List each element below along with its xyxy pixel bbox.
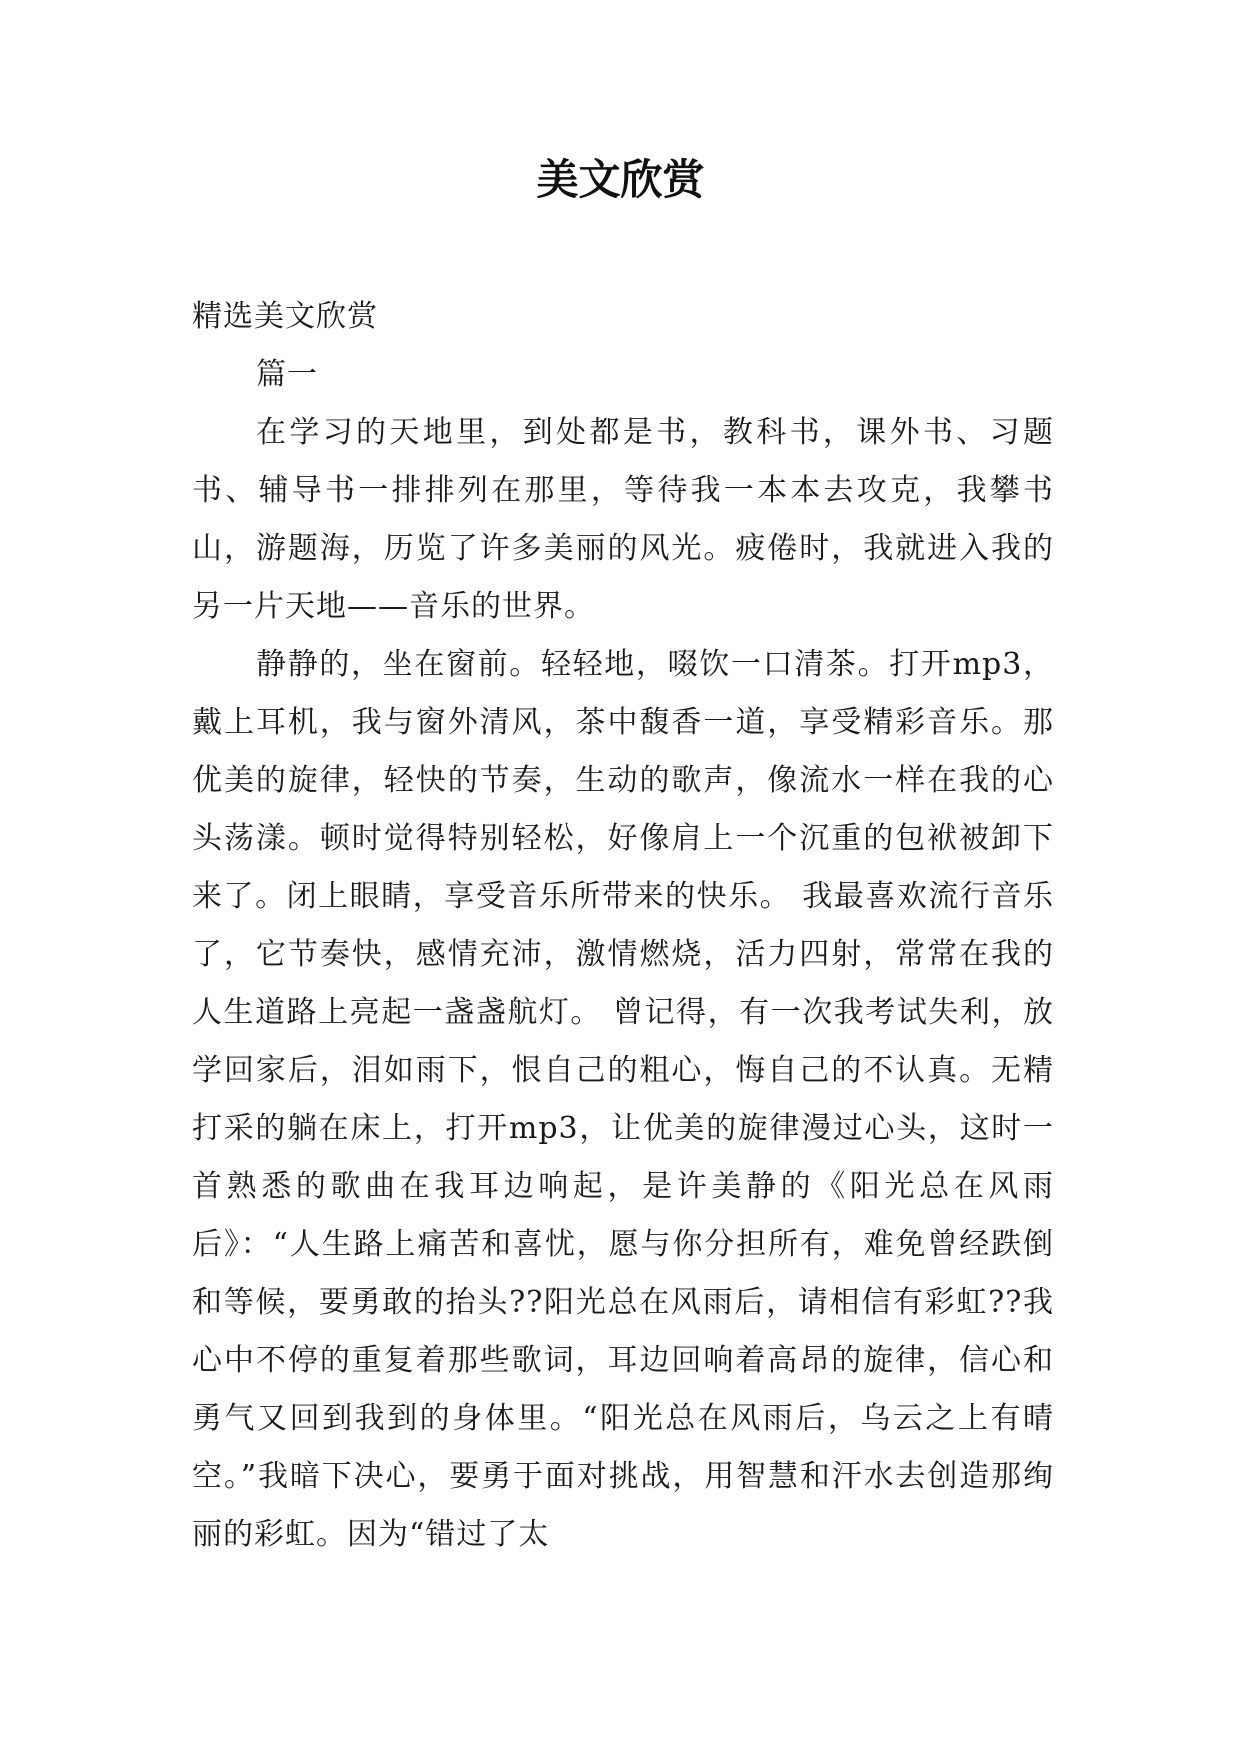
document-subtitle: 精选美文欣赏 (192, 299, 378, 334)
document-body (192, 288, 1054, 1564)
section-label: 篇一 (256, 357, 318, 392)
paragraph: 在学习的天地里，到处都是书，教科书，课外书、习题书、辅导书一排排列在那里，等待我一本本去攻克，我攀书山，游题海，历览了许多美丽的风光。疲倦时，我就进入我的另一片天地——音乐的世界。 (192, 415, 1054, 624)
document-title: 美文欣赏 (536, 155, 705, 204)
paragraph: 静静的，坐在窗前。轻轻地，啜饮一口清茶。打开mp3，戴上耳机，我与窗外清风，茶中馥香一道，享受精彩音乐。那优美的旋律，轻快的节奏，生动的歌声，像流水一样在我的心头荡漾。顿时觉得特别轻松，好像肩上一个沉重的包袱被卸下来了。闭上眼睛，享受音乐所带来的快乐。 我最喜欢流行音乐了，它节奏快，感情充沛，激情燃烧，活力四射，常常在我的人生道路上亮起一盏盏航灯。 曾记得，有一次我考试失利，放学回家后，泪如雨下，恨自己的粗心，悔自己的不认真。无精打采的躺在床上，打开mp3，让优美的旋律漫过心头，这时一首熟悉的歌曲在我耳边响起，是许美静的《阳光总在风雨后》：“人生路上痛苦和喜忧，愿与你分担所有，难免曾经跌倒和等候，要勇敢的抬头??阳光总在风雨后，请相信有彩虹??我心中不停的重复着那些歌词，耳边回响着高昂的旋律，信心和勇气又回到我到的身体里。“阳光总在风雨后，乌云之上有晴空。”我暗下决心，要勇于面对挑战，用智慧和汗水去创造那绚丽的彩虹。因为“错过了太 (192, 647, 1054, 1552)
